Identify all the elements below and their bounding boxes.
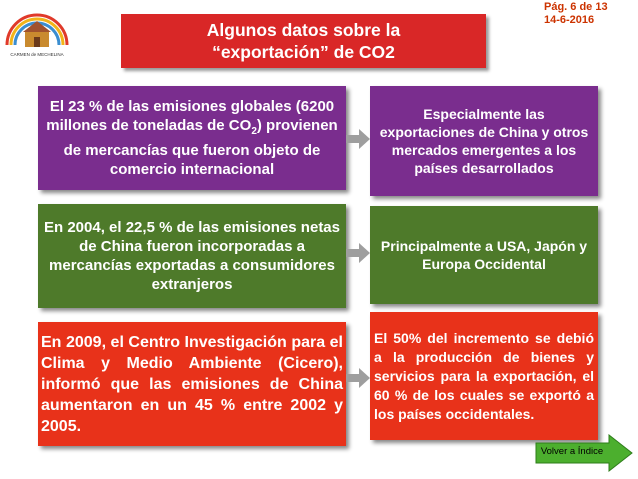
detail-text-1: Especialmente las exportaciones de China y otros mercados emergentes a los países desarrollados [379,106,589,176]
detail-text-2: Principalmente a USA, Japón y Europa Occidental [380,238,588,272]
fact-box-3 [38,322,346,446]
page-title [121,14,486,68]
fact-text-3: En 2009, el Centro Investigación para el Clima y Medio Ambiente (Cicero), informó que las emisiones de China aumentaron en un 45 % entre 2002 y 2005. [41,333,343,435]
page-number: Pág. 6 de 13 [544,1,608,13]
arrow-right-icon [346,128,370,150]
logo-text: CARMEN de MECHELINA [10,52,64,57]
title-line-2: “exportación” de CO2 [212,42,395,62]
arrow-right-icon [346,242,370,264]
fact-box-1 [38,86,346,190]
page-info [544,1,608,27]
fact-text-1-pre: El 23 % de las emisiones globales (6200 millones de toneladas de CO [46,98,335,134]
detail-box-2 [370,206,598,304]
fact-box-2 [38,204,346,308]
fact-text-1-post: ) provienen de mercancías que fueron objeto de comercio internacional [63,117,338,178]
fact-text-1 [41,97,343,179]
fact-text-2: En 2004, el 22,5 % de las emisiones netas de China fueron incorporadas a mercancías exportadas a consumidores extranjeros [44,219,340,293]
arrow-right-icon [346,367,370,389]
logo [3,3,71,63]
detail-box-3 [370,312,598,440]
fact-text-1-sub: 2 [251,126,257,137]
detail-box-1 [370,86,598,196]
back-to-index-label[interactable]: Volver a Índice [540,446,604,457]
detail-text-3: El 50% del incremento se debió a la producción de bienes y servicios para la exportación, el 60 % de los cuales se exportó a los países occidentales. [374,329,594,422]
page-date: 14-6-2016 [544,14,595,26]
title-line-1: Algunos datos sobre la [206,20,401,40]
